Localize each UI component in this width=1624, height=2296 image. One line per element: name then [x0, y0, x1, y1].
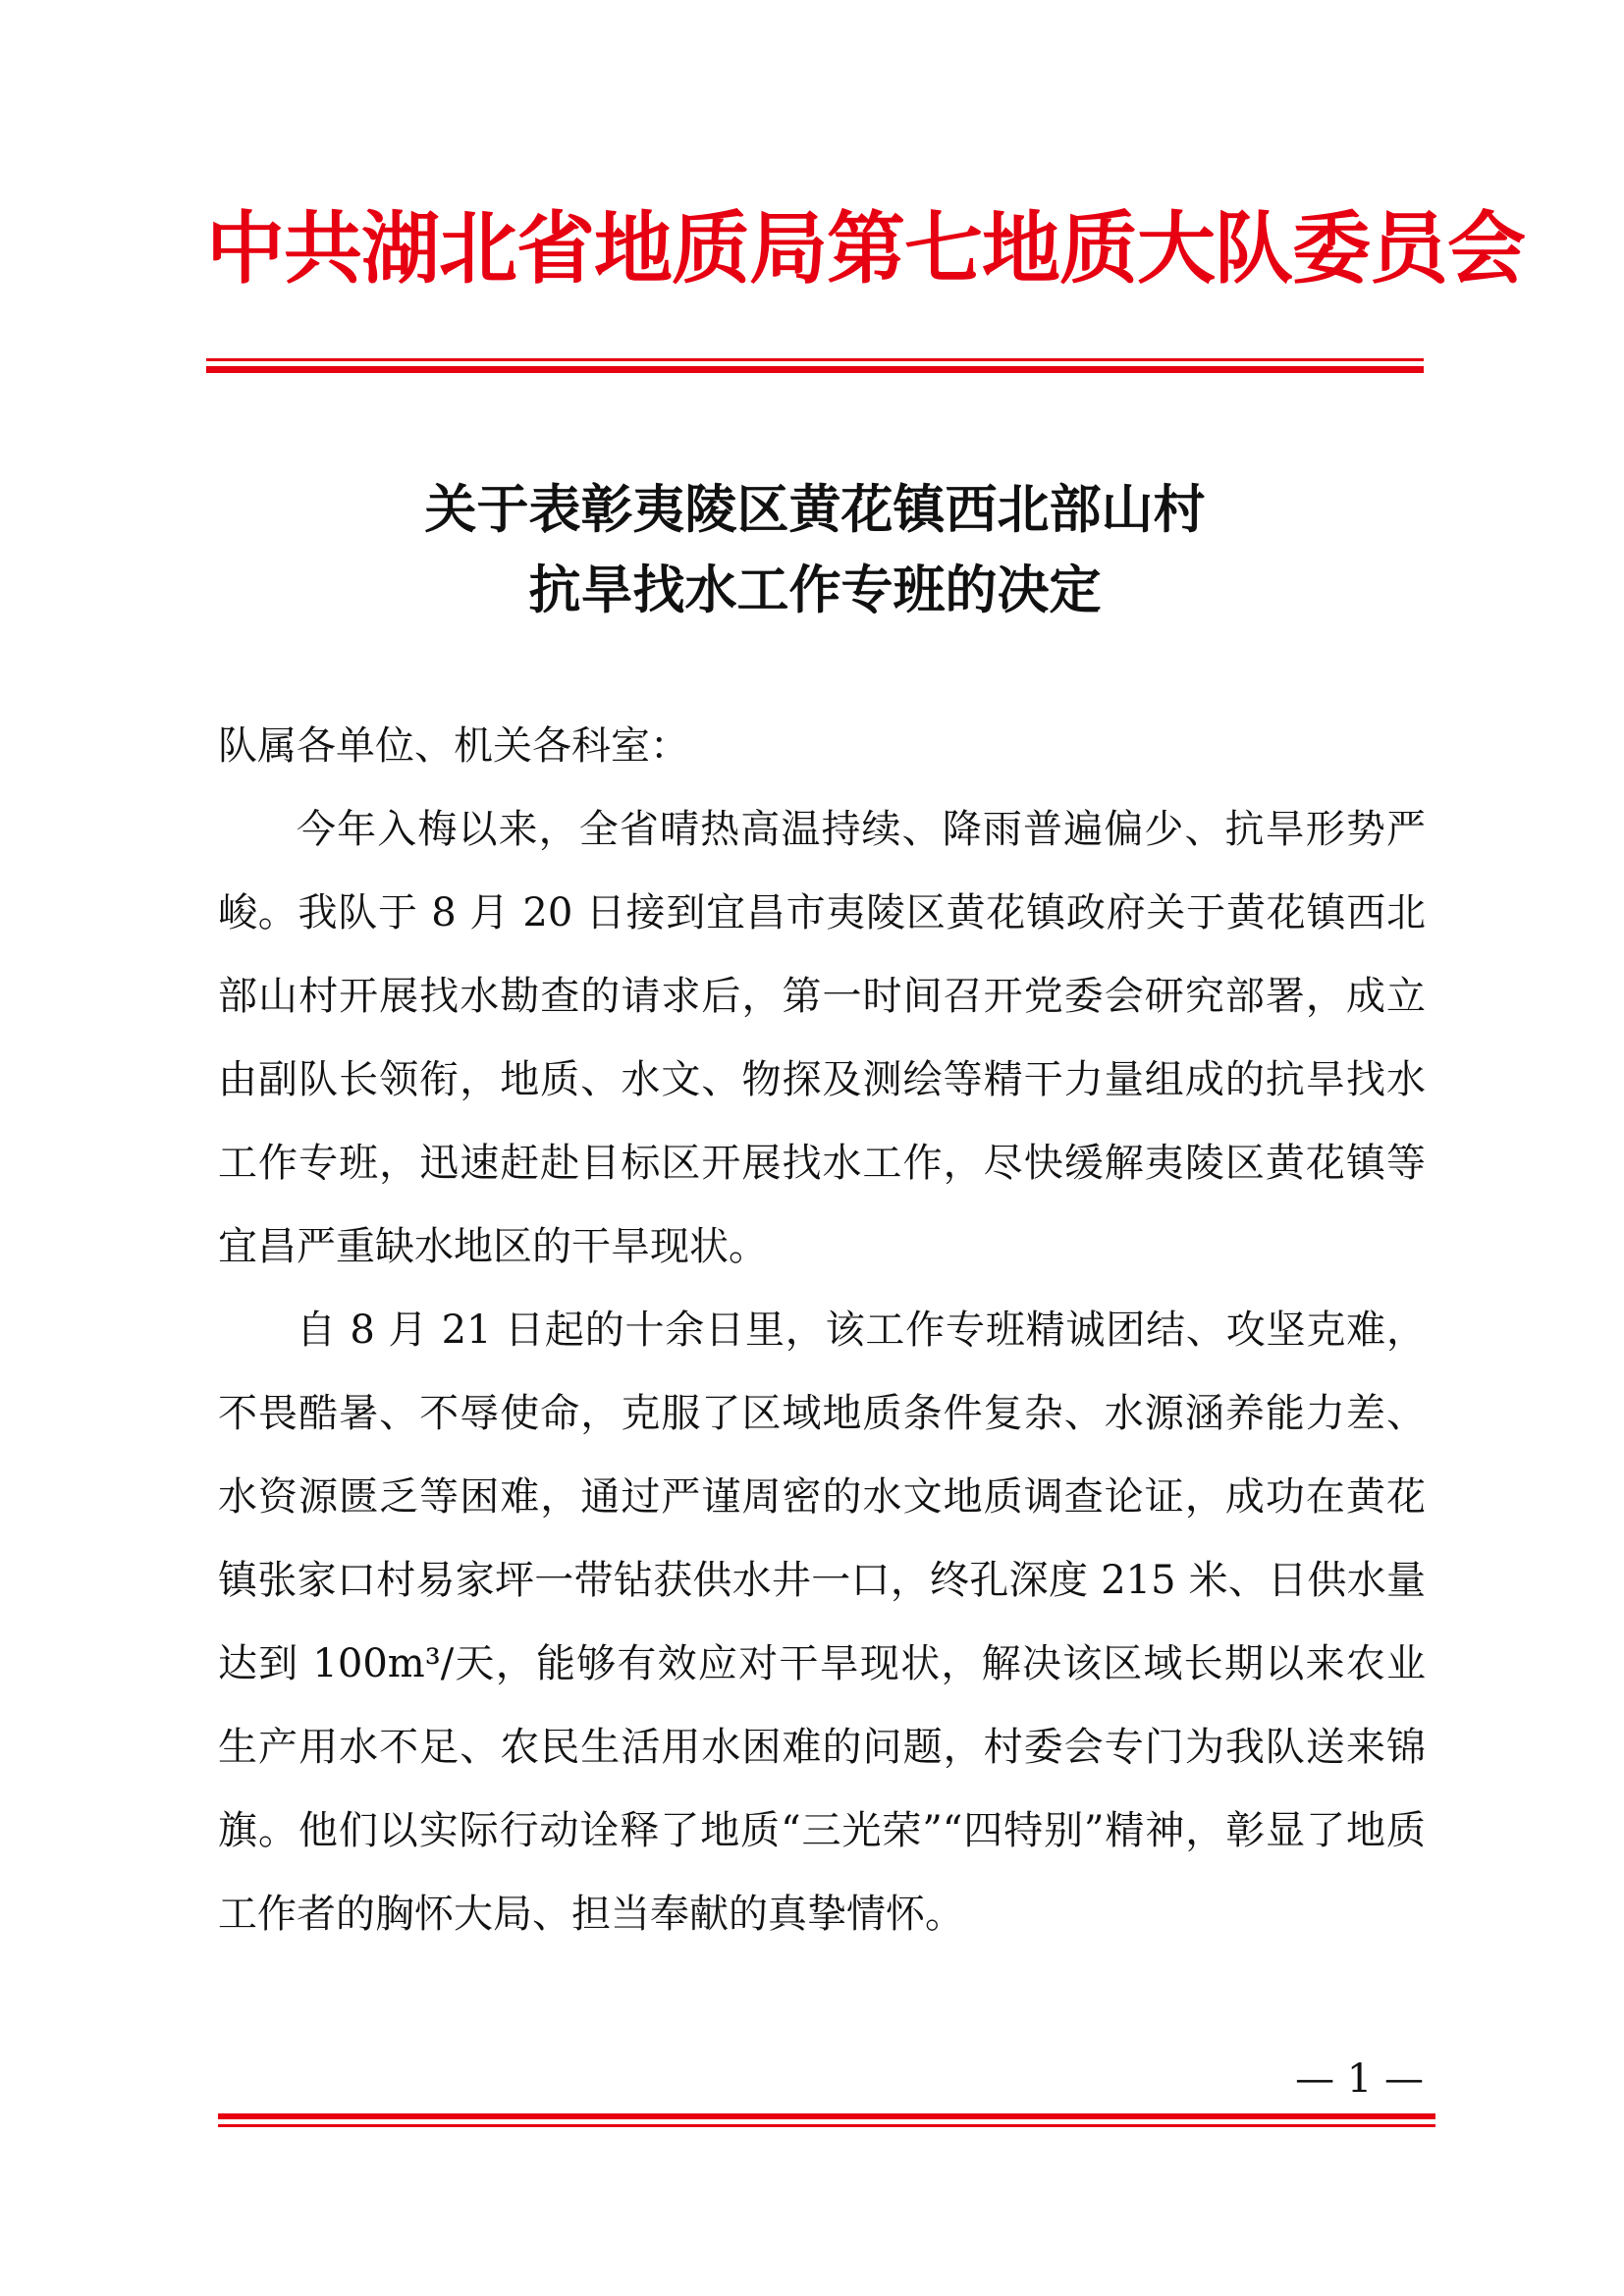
- title-line-2: 抗旱找水工作专班的决定: [528, 560, 1102, 620]
- footer-red-rule: [218, 2113, 1435, 2127]
- masthead-red-rule: [206, 358, 1424, 373]
- title-line-1: 关于表彰夷陵区黄花镇西北部山村: [424, 479, 1206, 540]
- masthead-rule-thick: [206, 366, 1424, 373]
- footer-rule-thin: [218, 2124, 1435, 2127]
- document-body: [218, 705, 1426, 1956]
- salutation: 队属各单位、机关各科室：: [218, 723, 689, 769]
- body-paragraph-2: 自 8 月 21 日起的十余日里，该工作专班精诚团结、攻坚克难，不畏酷暑、不辱使命，克服了区域地质条件复杂、水源涵养能力差、水资源匮乏等困难，通过严谨周密的水文地质调查论证，成功在黄花镇张家口村易家坪一带钻获供水井一口，终孔深度 215 米、日供水量达到 100m³/天，能够有效应对干旱现状，解决该区域长期以来农业生产用水不足、农民生活用水困难的问题，村委会专门为我队送来锦旗。他们以实际行动诠释了地质“三光荣”“四特别”精神，彰显了地质工作者的胸怀大局、担当奉献的真挚情怀。: [218, 1308, 1426, 1937]
- masthead-rule-thin: [206, 358, 1424, 361]
- footer-rule-thick: [218, 2113, 1435, 2119]
- document-title: [206, 469, 1424, 630]
- page-number: — 1 —: [1295, 2056, 1424, 2102]
- body-paragraph-1: 今年入梅以来，全省晴热高温持续、降雨普遍偏少、抗旱形势严峻。我队于 8 月 20 日接到宜昌市夷陵区黄花镇政府关于黄花镇西北部山村开展找水勘查的请求后，第一时间召开党委会研究部署，成立由副队长领衔，地质、水文、物探及测绘等精干力量组成的抗旱找水工作专班，迅速赶赴目标区开展找水工作，尽快缓解夷陵区黄花镇等宜昌严重缺水地区的干旱现状。: [218, 807, 1426, 1269]
- issuer-masthead: 中共湖北省地质局第七地质大队委员会: [206, 202, 1525, 294]
